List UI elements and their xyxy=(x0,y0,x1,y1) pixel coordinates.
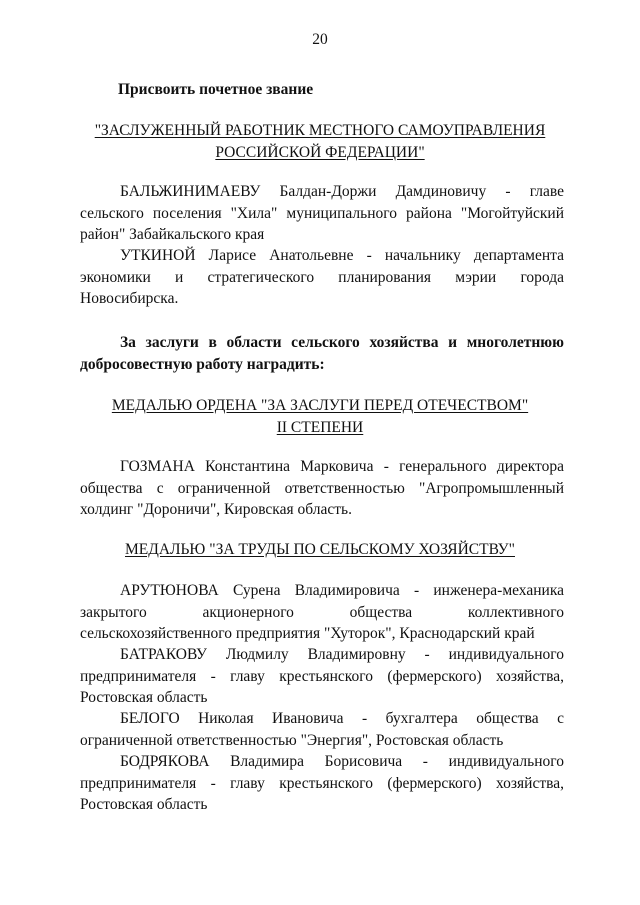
entry-paragraph: УТКИНОЙ Ларисе Анатольевне - начальнику департамента экономики и стратегического планирования мэрии города Новосибирска. xyxy=(80,247,564,307)
entry-paragraph: БОДРЯКОВА Владимира Борисовича - индивидуального предпринимателя - главу крестьянского (фермерского) хозяйства, Ростовская область xyxy=(80,753,564,813)
page-number: 20 xyxy=(312,31,328,48)
medal-title-agriculture xyxy=(70,539,570,561)
entry-paragraph: БЕЛОГО Николая Ивановича - бухгалтера общества с ограниченной ответственностью "Энергия", Ростовская область xyxy=(80,710,564,749)
honorary-title xyxy=(70,120,570,163)
honorary-title-line2: РОССИЙСКОЙ ФЕДЕРАЦИИ" xyxy=(215,143,425,161)
medal-title-order xyxy=(70,395,570,438)
entry-paragraph: БАТРАКОВУ Людмилу Владимировну - индивидуального предпринимателя - главу крестьянского (фермерского) хозяйства, Ростовская область xyxy=(80,646,564,706)
honorary-title-line1: "ЗАСЛУЖЕННЫЙ РАБОТНИК МЕСТНОГО САМОУПРАВЛЕНИЯ xyxy=(94,122,546,139)
entry-paragraph: ГОЗМАНА Константина Марковича - генерального директора общества с ограниченной ответственностью "Агропромышленный холдинг "Дороничи", Кировская область. xyxy=(80,458,564,518)
entry-paragraph: БАЛЬЖИНИМАЕВУ Балдан-Доржи Дамдиновичу - главе сельского поселения "Хила" муниципального района "Могойтуйский район" Забайкальского края xyxy=(80,183,564,243)
merit-intro: За заслуги в области сельского хозяйства и многолетнюю добросовестную работу наградить: xyxy=(80,334,564,373)
medal-title-agriculture-line: МЕДАЛЬЮ "ЗА ТРУДЫ ПО СЕЛЬСКОМУ ХОЗЯЙСТВУ" xyxy=(125,541,515,558)
medal-title-order-line1: МЕДАЛЬЮ ОРДЕНА "ЗА ЗАСЛУГИ ПЕРЕД ОТЕЧЕСТВОМ" xyxy=(111,397,529,414)
medal-title-order-line2: II СТЕПЕНИ xyxy=(276,418,364,436)
award-intro: Присвоить почетное звание xyxy=(118,81,314,98)
entry-paragraph: АРУТЮНОВА Сурена Владимировича - инженера-механика закрытого акционерного общества коллективного сельскохозяйственного предприятия "Хуторок", Краснодарский край xyxy=(80,582,564,642)
